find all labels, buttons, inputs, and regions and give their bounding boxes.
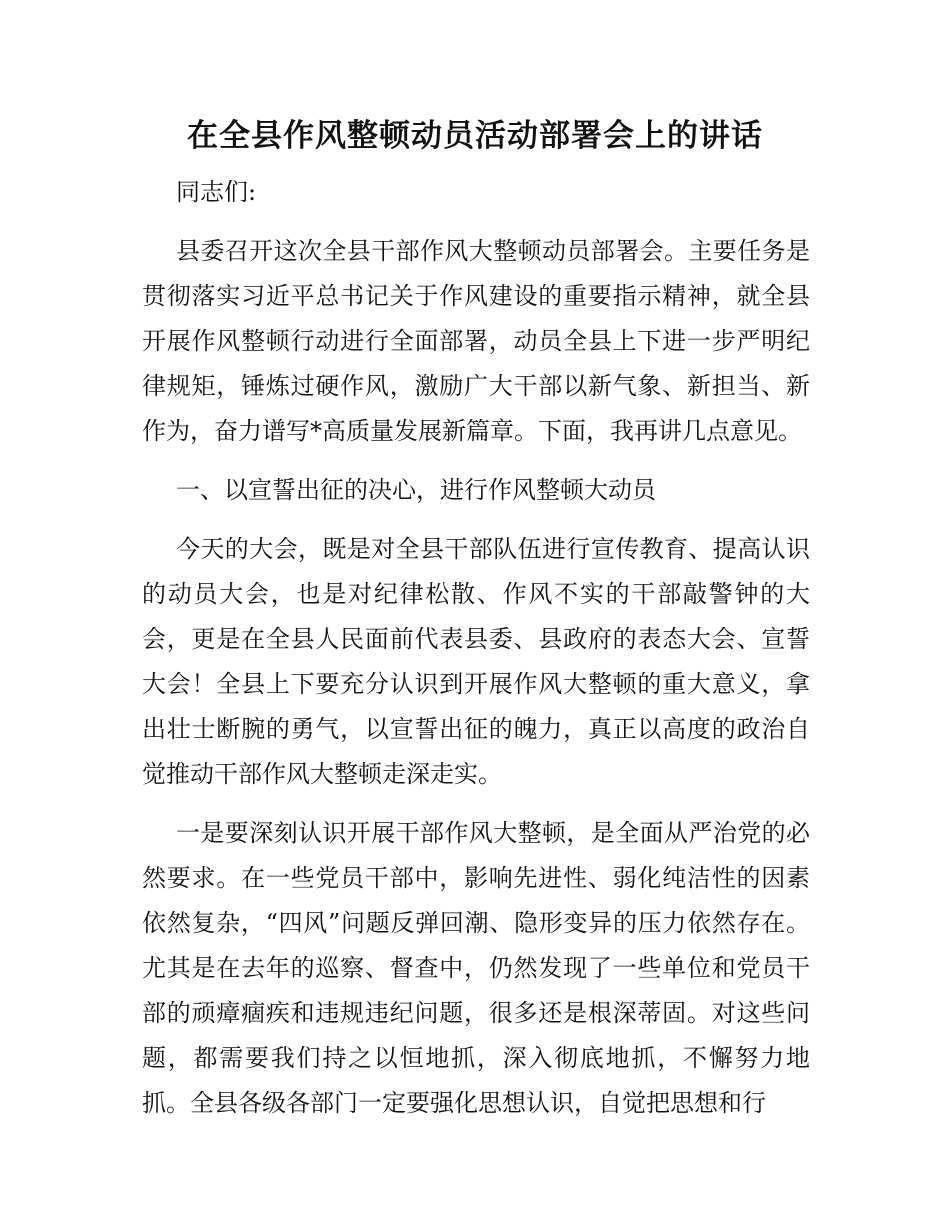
paragraph-point-1: 一是要深刻认识开展干部作风大整顿，是全面从严治党的必然要求。在一些党员干部中，影响先进性、弱化纯洁性的因素依然复杂，“四风”问题反弹回潮、隐形变异的压力依然存在。尤其是在去年的巡察、督查中，仍然发现了一些单位和党员干部的顽瘴痼疾和违规违纪问题，很多还是根深蒂固。对这些问题，都需要我们持之以恒地抓，深入彻底地抓，不懈努力地抓。全县各级各部门一定要强化思想认识，自觉把思想和行 — [142, 819, 810, 1117]
salutation: 同志们: — [176, 178, 257, 206]
document-body — [142, 170, 810, 1126]
document-title: 在全县作风整顿动员活动部署会上的讲话 — [187, 118, 763, 154]
paragraph-intro: 县委召开这次全县干部作风大整顿动员部署会。主要任务是贯彻落实习近平总书记关于作风建设的重要指示精神，就全县开展作风整顿行动进行全面部署，动员全县上下进一步严明纪律规矩，锤炼过硬作风，激励广大干部以新气象、新担当、新作为，奋力谱写*高质量发展新篇章。下面，我再讲几点意见。 — [142, 237, 810, 445]
section-heading-1: 一、以宣誓出征的决心，进行作风整顿大动员 — [176, 476, 656, 504]
paragraph-meeting: 今天的大会，既是对全县干部队伍进行宣传教育、提高认识的动员大会，也是对纪律松散、作风不实的干部敲警钟的大会，更是在全县人民面前代表县委、县政府的表态大会、宣誓大会！全县上下要充分认识到开展作风大整顿的重大意义，拿出壮士断腕的勇气，以宣誓出征的魄力，真正以高度的政治自觉推动干部作风大整顿走深走实。 — [142, 535, 810, 788]
